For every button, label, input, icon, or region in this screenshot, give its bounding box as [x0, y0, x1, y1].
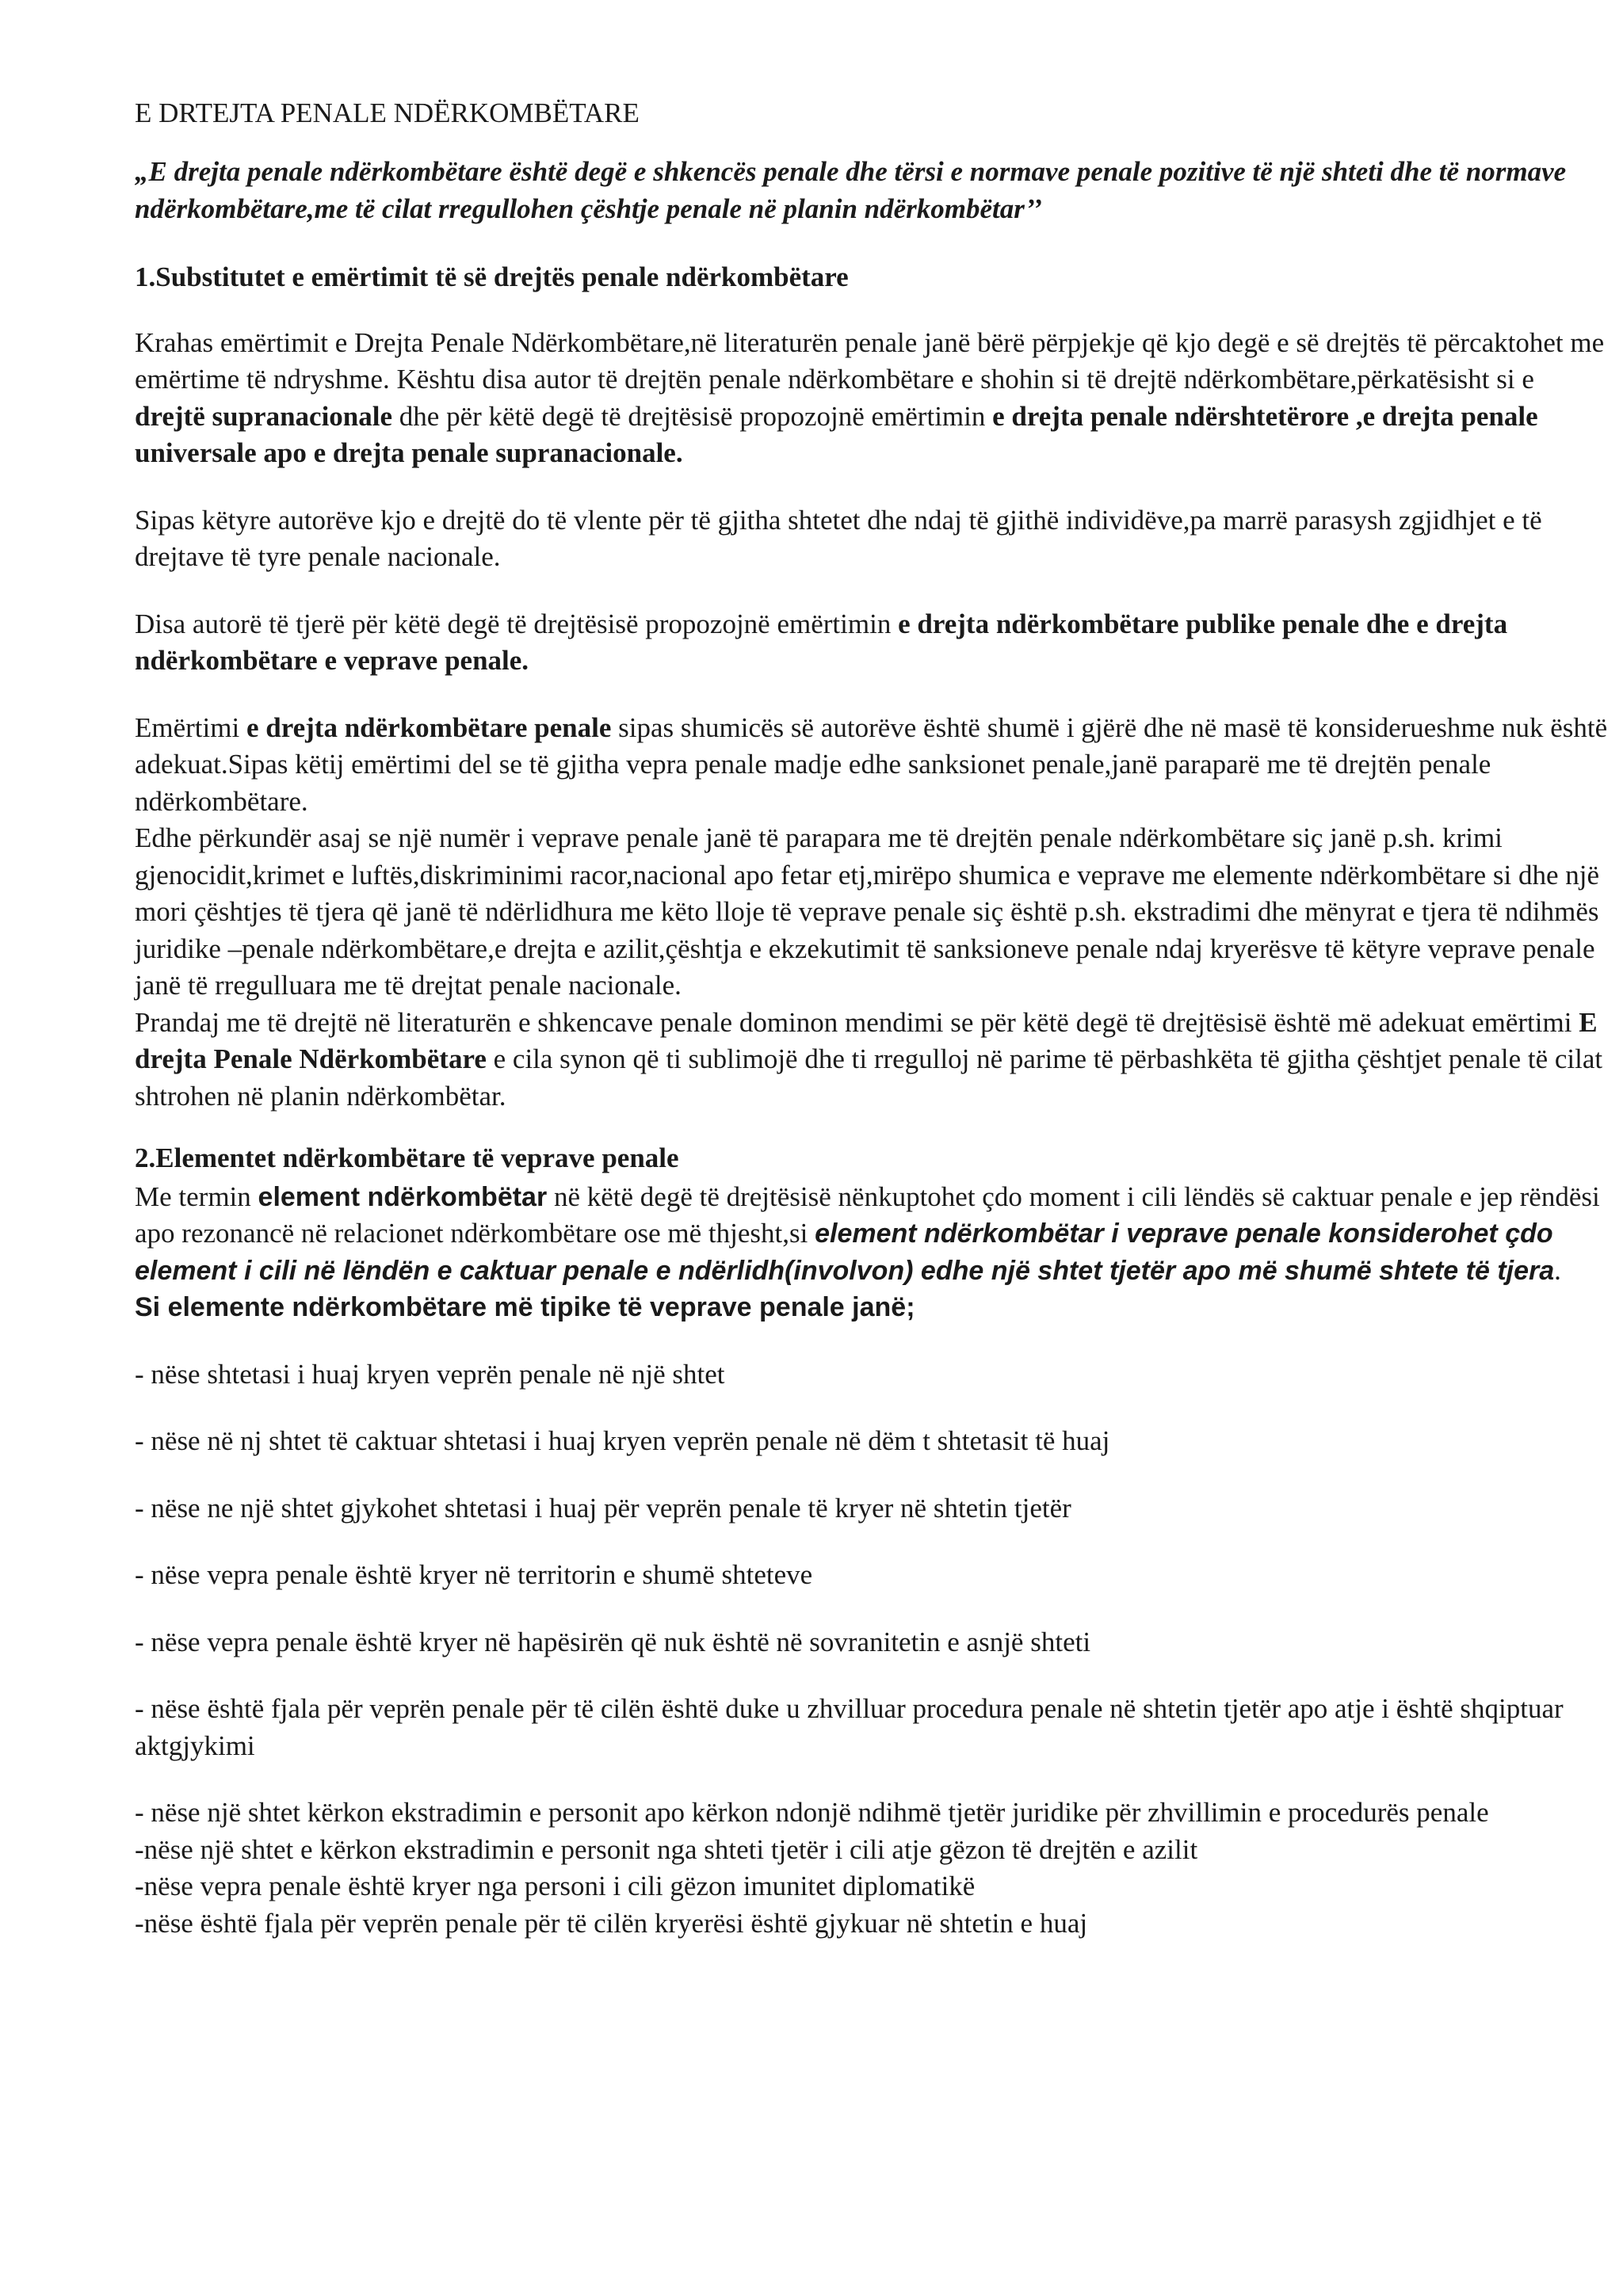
section-2-heading: 2.Elementet ndërkombëtare të veprave penale [135, 1142, 679, 1173]
text-run: . [1554, 1254, 1561, 1286]
list-item: - nëse është fjala për veprën penale për të cilën është duke u zhvilluar procedura penale në shtetin tjetër apo atje i është shqiptuar aktgjykimi [135, 1693, 1564, 1761]
list-item: - nëse ne një shtet gjykohet shtetasi i huaj për veprën penale të kryer në shtetin tjetër [135, 1492, 1071, 1524]
list-intro: Si elemente ndërkombëtare më tipike të veprave penale janë; [135, 1292, 915, 1322]
section-1-paragraph-5: Edhe përkundër asaj se një numër i veprave penale janë të parapara me të drejtën penale ndërkombëtare siç janë p.sh. krimi gjenocidit,krimet e luftës,diskriminimi racor,nacional apo fetar etj,mirëpo shumica e veprave me elemente ndërkombëtare si dhe një mori çështjes të tjera që janë të ndërlidhura me këto lloje të veprave penale siç është p.sh. ekstradimi dhe mënyrat e tjera të ndihmës juridike –penale ndërkombëtare,e drejta e azilit,çështja e ekzekutimit të sanksioneve penale ndaj kryerësve të këtyre veprave penale janë të rregulluara me të drejtat penale nacionale. [135, 822, 1600, 1001]
text-run: në këtë degë të drejtësisë nënkuptohet çdo moment i cili lëndës së caktuar penale e jep rëndësi apo rezonancë në relacionet ndërkombëtare ose më thjesht,si [135, 1180, 1600, 1249]
section-1-paragraph-6 [135, 1005, 1610, 1116]
section-1-heading: 1.Substitutet e emërtimit të së drejtës penale ndërkombëtare [135, 261, 849, 292]
list-item: - nëse vepra penale është kryer në hapësirën që nuk është në sovranitetin e asnjë shteti [135, 1626, 1091, 1657]
text-run: Me termin [135, 1180, 258, 1212]
list-item: - nëse shtetasi i huaj kryen veprën penale në një shtet [135, 1358, 725, 1390]
section-1-paragraph-1 [135, 325, 1610, 472]
document-title: E DRTEJTA PENALE NDËRKOMBËTARE [135, 97, 640, 128]
list-item: - nëse një shtet kërkon ekstradimin e personit apo kërkon ndonjë ndihmë tjetër juridike për zhvillimin e procedurës penale [135, 1797, 1489, 1828]
list-item: -nëse është fjala për veprën penale për të cilën kryerësi është gjykuar në shtetin e huaj [135, 1907, 1088, 1939]
list-item: -nëse vepra penale është kryer nga personi i cili gëzon imunitet diplomatikë [135, 1871, 976, 1901]
section-1-paragraph-3 [135, 606, 1610, 680]
section-2-paragraph-1 [135, 1179, 1610, 1290]
elements-list [135, 1356, 1610, 1943]
text-run: Emërtimi [135, 711, 246, 743]
bold-italic-definition: element ndërkombëtar i veprave penale konsiderohet çdo element i cili në lëndën e caktuar penale e ndërlidh(involvon) edhe një shtet tjetër apo më shumë shtete të tjera [135, 1219, 1555, 1286]
section-1-paragraph-2: Sipas këtyre autorëve kjo e drejtë do të vlente për të gjitha shtetet dhe ndaj të gjithë individëve,pa marrë parasysh zgjidhjet e të drejtave të tyre penale nacionale. [135, 504, 1542, 572]
bold-term: e drejta penale ndërshtetërore ,e drejta penale universale apo e drejta penale supranacionale. [135, 400, 1538, 468]
text-run: sipas shumicës së autorëve është shumë i gjërë dhe në masë të konsiderueshme nuk është adekuat.Sipas këtij emërtimi del se të gjitha vepra penale madje edhe sanksionet penale,janë paraparë me të drejtën penale ndërkombëtare. [135, 711, 1608, 817]
list-item: - nëse vepra penale është kryer në territorin e shumë shteteve [135, 1559, 813, 1590]
list-item: -nëse një shtet e kërkon ekstradimin e personit nga shteti tjetër i cili atje gëzon të drejtën e azilit [135, 1833, 1198, 1865]
bold-term: drejtë supranacionale [135, 400, 393, 432]
text-run: Krahas emërtimit e Drejta Penale Ndërkombëtare,në literaturën penale janë bërë përpjekje që kjo degë e së drejtës të përcaktohet me emërtime të ndryshme. Kështu disa autor të drejtën penale ndërkombëtare e shohin si të drejtë ndërkombëtare,përkatësisht si e [135, 326, 1605, 395]
text-run: e cila synon që ti sublimojë dhe ti rregulloj në parime të përbashkëta të gjitha çështjet penale të cilat shtrohen në planin ndërkombëtar. [135, 1043, 1603, 1112]
text-run: Prandaj me të drejtë në literaturën e shkencave penale dominon mendimi se për këtë degë të drejtësisë është më adekuat emërtimi [135, 1006, 1579, 1038]
bold-term: e drejta ndërkombëtare penale [246, 711, 612, 743]
text-run: Disa autorë të tjerë për këtë degë të drejtësisë propozojnë emërtimin [135, 608, 899, 639]
list-item: - nëse në nj shtet të caktuar shtetasi i huaj kryen veprën penale në dëm t shtetasit të huaj [135, 1425, 1110, 1456]
text-run: dhe për këtë degë të drejtësisë propozojnë emërtimin [392, 400, 993, 432]
document-page [135, 95, 1610, 1942]
bold-term: element ndërkombëtar [258, 1181, 548, 1212]
bold-term: e drejta ndërkombëtare publike penale dhe e drejta ndërkombëtare e veprave penale. [135, 608, 1508, 676]
section-1-paragraph-4 [135, 710, 1610, 821]
definition-quote: „E drejta penale ndërkombëtare është degë e shkencës penale dhe tërsi e normave penale pozitive të një shteti dhe të normave ndërkombëtare,me të cilat rregullohen çështje penale në planin ndërkombëtar’’ [135, 156, 1567, 224]
bold-term: E drejta Penale Ndërkombëtare [135, 1006, 1598, 1074]
